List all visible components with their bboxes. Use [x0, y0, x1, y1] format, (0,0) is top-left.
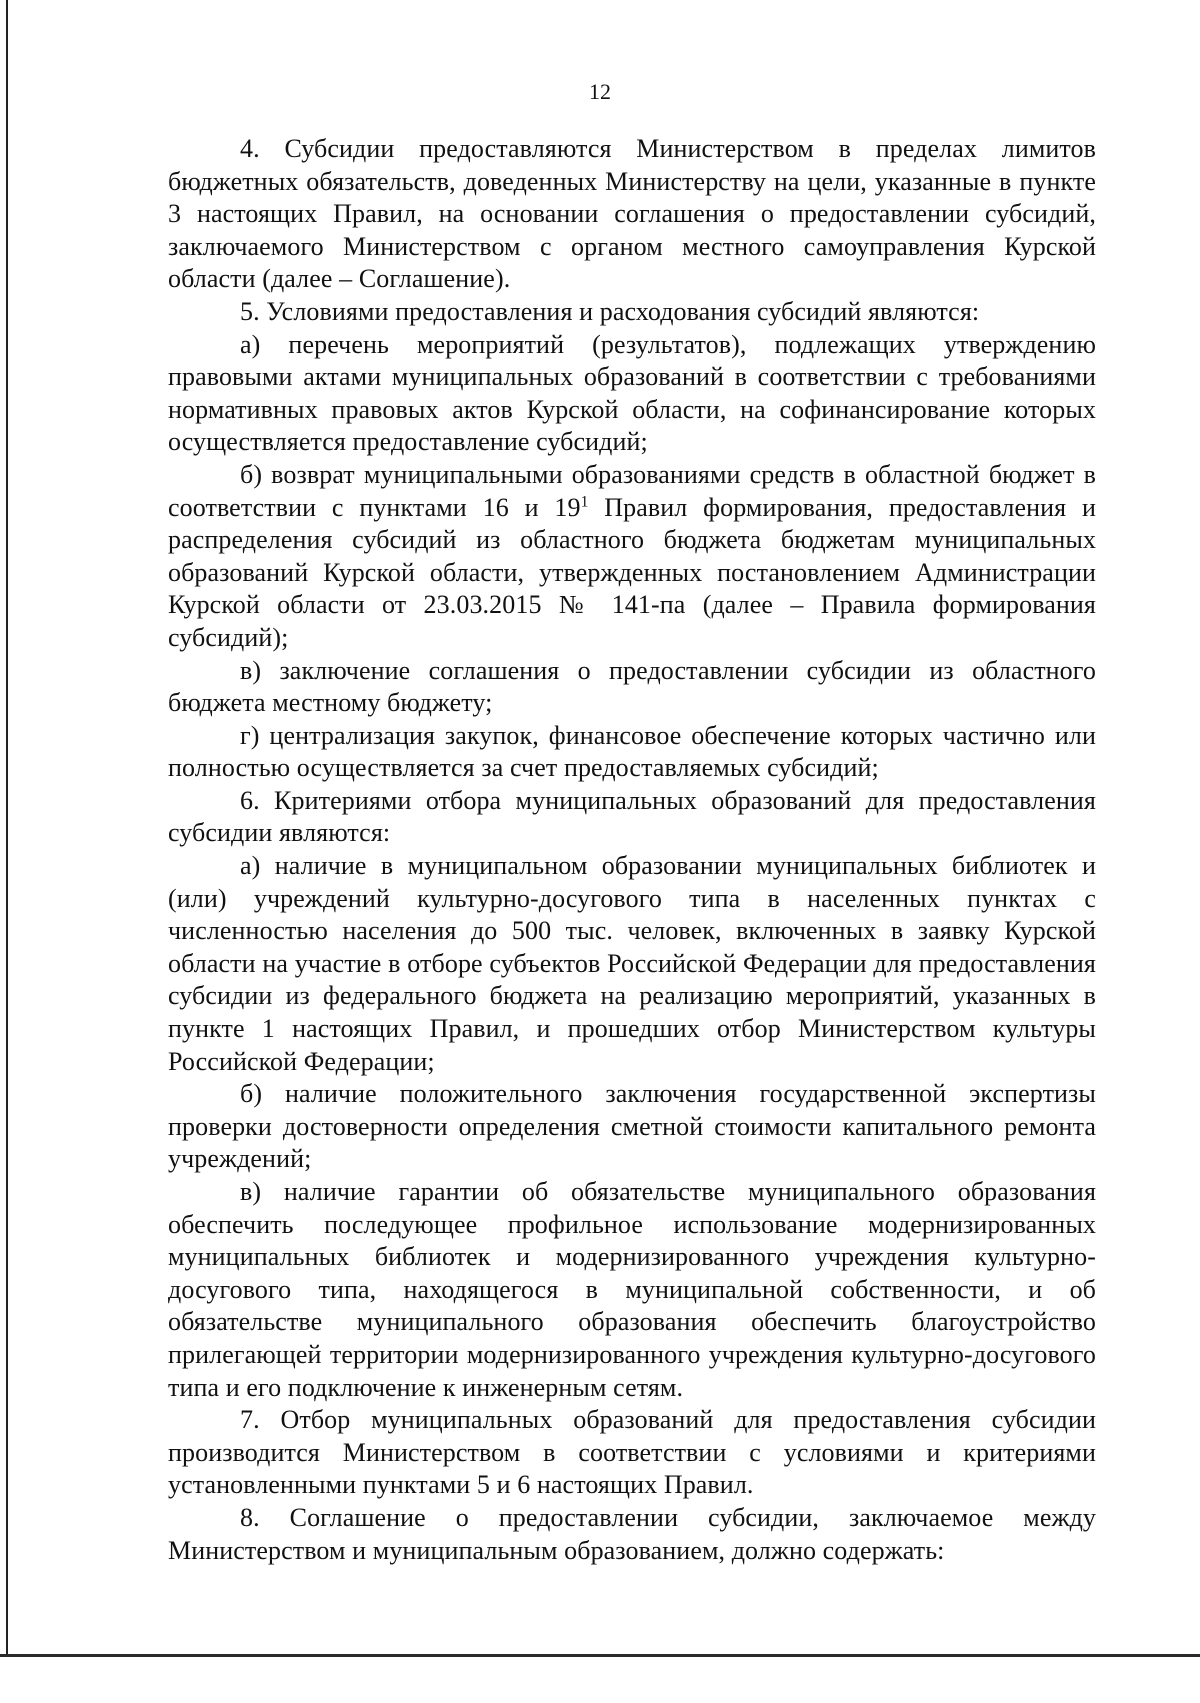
paragraph-6v: в) наличие гарантии об обязательстве муниципального образования обеспечить последующее профильное использование модернизированных муниципальных библиотек и модернизированного учреждения культурно-досугового типа, находящегося в муниципальной собственности, и об обязательстве муниципального образования обеспечить благоустройство прилегающей территории модернизированного учреждения культурно-досугового типа и его подключение к инженерным сетям. [168, 1177, 1096, 1402]
document-body [168, 133, 1096, 1567]
page-number: 12 [589, 79, 611, 104]
scan-left-border [6, 0, 8, 1655]
paragraph-5b-part2: Правил формирования, предоставления и распределения субсидий из областного бюджета бюджетам муниципальных образований Курской области, утвержденных постановлением Администрации Курской области от 23.03.2015 № 141-па (далее – Правила формирования субсидий); [168, 492, 1096, 652]
paragraph-5g: г) централизация закупок, финансовое обеспечение которых частично или полностью осуществляется за счет предоставляемых субсидий; [168, 720, 1096, 783]
paragraph-8: 8. Соглашение о предоставлении субсидии, заключаемое между Министерством и муниципальным образованием, должно содержать: [168, 1502, 1096, 1565]
paragraph-4: 4. Субсидии предоставляются Министерством в пределах лимитов бюджетных обязательств, доведенных Министерству на цели, указанные в пункте 3 настоящих Правил, на основании соглашения о предоставлении субсидий, заключаемого Министерством с органом местного самоуправления Курской области (далее – Соглашение). [168, 134, 1096, 294]
paragraph-5b-part1: б) возврат муниципальными образованиями средств в областной бюджет в соответствии с пунктами 16 и 19 [168, 459, 1096, 522]
paragraph-5a: а) перечень мероприятий (результатов), подлежащих утверждению правовыми актами муниципальных образований в соответствии с требованиями нормативных правовых актов Курской области, на софинансирование которых осуществляется предоставление субсидий; [168, 329, 1096, 457]
paragraph-7: 7. Отбор муниципальных образований для предоставления субсидии производится Министерством в соответствии с условиями и критериями установленными пунктами 5 и 6 настоящих Правил. [168, 1405, 1096, 1500]
paragraph-6a: а) наличие в муниципальном образовании муниципальных библиотек и (или) учреждений культурно-досугового типа в населенных пунктах с численностью населения до 500 тыс. человек, включенных в заявку Курской области на участие в отборе субъектов Российской Федерации для предоставления субсидии из федерального бюджета на реализацию мероприятий, указанных в пункте 1 настоящих Правил, и прошедших отбор Министерством культуры Российской Федерации; [168, 851, 1096, 1076]
footnote-superscript: 1 [580, 492, 589, 510]
paragraph-5: 5. Условиями предоставления и расходования субсидий являются: [240, 296, 980, 326]
paragraph-6b: б) наличие положительного заключения государственной экспертизы проверки достоверности определения сметной стоимости капитального ремонта учреждений; [168, 1079, 1096, 1174]
scan-bottom-border [0, 1654, 1200, 1657]
paragraph-5b [168, 459, 1096, 655]
paragraph-6: 6. Критериями отбора муниципальных образований для предоставления субсидии являются: [168, 785, 1096, 848]
paragraph-5v: в) заключение соглашения о предоставлении субсидии из областного бюджета местному бюджету; [168, 655, 1096, 718]
